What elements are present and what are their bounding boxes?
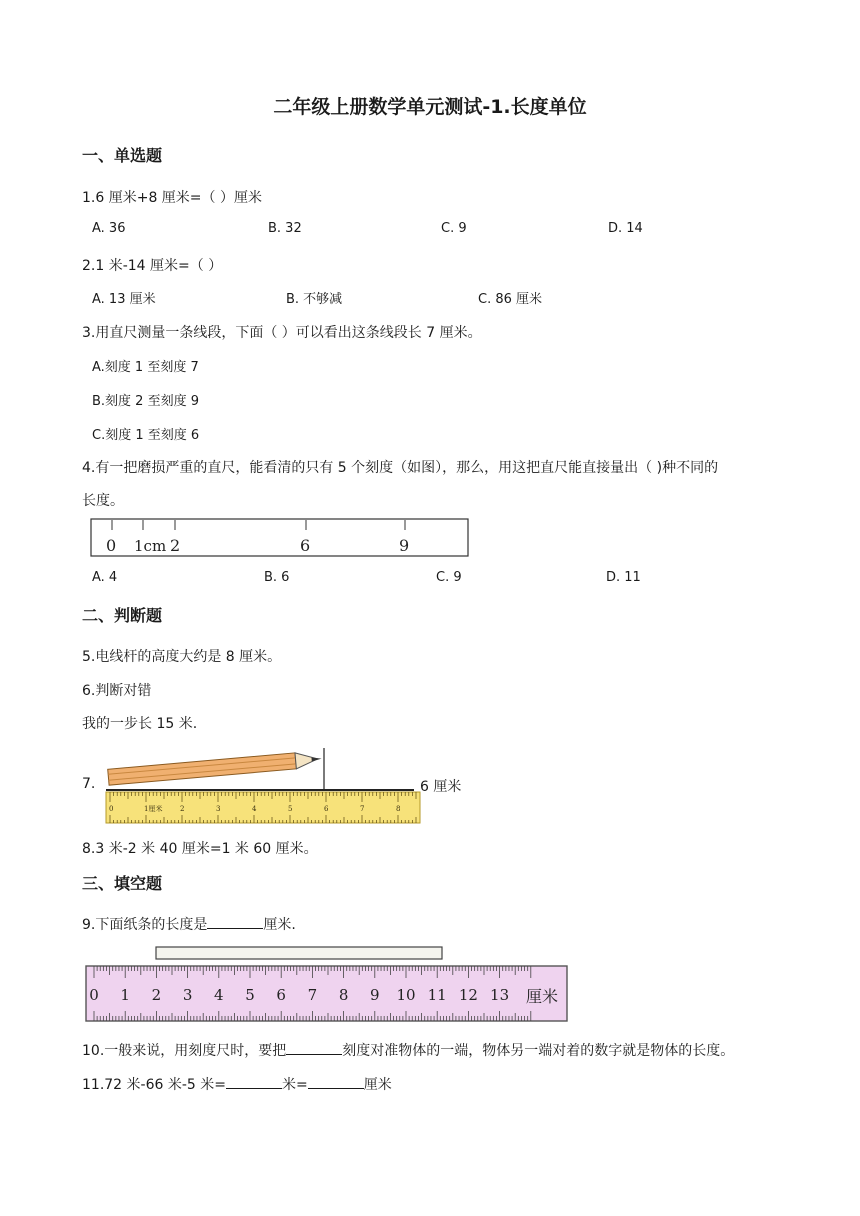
ruler-label-2: 2 xyxy=(170,536,181,555)
q2-option-b[interactable]: B. 不够减 xyxy=(286,292,343,307)
q11-text-mid: 米= xyxy=(282,1077,308,1093)
ruler-number: 3 xyxy=(216,805,221,813)
ruler-number: 6 xyxy=(276,986,286,1004)
q1-option-c[interactable]: C. 9 xyxy=(441,221,467,236)
ruler-number: 5 xyxy=(288,805,293,813)
section-heading-true-false: 二、判断题 xyxy=(82,606,163,625)
q9-answer-blank[interactable] xyxy=(207,916,263,929)
q3-option-a[interactable]: A.刻度 1 至刻度 7 xyxy=(92,360,199,375)
ruler-label-1cm: 1cm xyxy=(134,537,167,555)
question-1-text: 1.6 厘米+8 厘米=（ ）厘米 xyxy=(82,190,262,206)
q9-text-before: 9.下面纸条的长度是 xyxy=(82,917,208,933)
ruler-label-9: 9 xyxy=(399,536,410,555)
pencil-ruler-figure xyxy=(104,746,424,826)
question-4-line2: 长度。 xyxy=(82,493,124,509)
question-9-text xyxy=(82,914,296,934)
pencil-body xyxy=(108,753,297,785)
section-heading-fill-blank: 三、填空题 xyxy=(82,874,163,893)
q1-option-b[interactable]: B. 32 xyxy=(268,221,302,236)
ruler-number: 9 xyxy=(370,986,380,1004)
q2-option-a[interactable]: A. 13 厘米 xyxy=(92,292,156,307)
ruler-number: 11 xyxy=(427,986,447,1004)
ruler-number: 7 xyxy=(360,805,365,813)
ruler-number: 3 xyxy=(182,986,193,1004)
ruler-number: 8 xyxy=(396,805,401,813)
q2-option-c[interactable]: C. 86 厘米 xyxy=(478,292,543,307)
q10-answer-blank[interactable] xyxy=(286,1042,342,1055)
q4-option-d[interactable]: D. 11 xyxy=(606,570,641,585)
question-2-text: 2.1 米-14 厘米=（ ） xyxy=(82,258,223,274)
ruler-number: 10 xyxy=(396,986,416,1004)
paper-strip xyxy=(156,947,442,959)
ruler-number: 2 xyxy=(151,986,162,1004)
question-6-line2: 我的一步长 15 米. xyxy=(82,716,198,732)
q11-answer-blank-2[interactable] xyxy=(308,1076,364,1089)
q9-text-after: 厘米. xyxy=(263,917,296,933)
ruler-number: 5 xyxy=(245,986,255,1004)
question-4-line1: 4.有一把磨损严重的直尺，能看清的只有 5 个刻度（如图），那么，用这把直尺能直接量出（ )种不同的 xyxy=(82,460,719,476)
q11-answer-blank-1[interactable] xyxy=(226,1076,282,1089)
question-5-text: 5.电线杆的高度大约是 8 厘米。 xyxy=(82,649,282,665)
ruler-number: 6 xyxy=(324,805,329,813)
pink-ruler-unit: 厘米 xyxy=(526,987,559,1006)
question-3-text: 3.用直尺测量一条线段，下面（ ）可以看出这条线段长 7 厘米。 xyxy=(82,325,482,341)
paper-strip-ruler-figure xyxy=(84,942,570,1026)
question-10-text xyxy=(82,1040,734,1060)
ruler-label-6: 6 xyxy=(300,536,311,555)
pencil-icon xyxy=(108,751,323,786)
ruler-number: 7 xyxy=(307,986,318,1004)
ruler-number: 8 xyxy=(338,986,349,1004)
question-11-text xyxy=(82,1074,392,1094)
question-8-text: 8.3 米-2 米 40 厘米=1 米 60 厘米。 xyxy=(82,841,318,857)
q11-text-before: 11.72 米-66 米-5 米= xyxy=(82,1077,226,1093)
ruler-number: 4 xyxy=(214,986,224,1004)
section-heading-single-choice: 一、单选题 xyxy=(82,146,163,165)
ruler-number: 13 xyxy=(490,986,510,1004)
ruler-number: 2 xyxy=(180,805,185,813)
ruler-number: 1 xyxy=(120,986,130,1004)
ruler-label-0: 0 xyxy=(106,536,117,555)
q3-option-c[interactable]: C.刻度 1 至刻度 6 xyxy=(92,428,200,443)
q4-option-a[interactable]: A. 4 xyxy=(92,570,118,585)
q4-option-b[interactable]: B. 6 xyxy=(264,570,290,585)
question-6-line1: 6.判断对错 xyxy=(82,683,152,699)
ruler-number: 12 xyxy=(458,986,478,1004)
question-7-number: 7. xyxy=(82,776,96,792)
q10-text-before: 10.一般来说，用刻度尺时，要把 xyxy=(82,1043,287,1059)
q1-option-a[interactable]: A. 36 xyxy=(92,221,126,236)
ruler-number: 1厘米 xyxy=(144,805,163,813)
q1-option-d[interactable]: D. 14 xyxy=(608,221,643,236)
q11-text-after: 厘米 xyxy=(363,1077,392,1093)
page-title: 二年级上册数学单元测试-1.长度单位 xyxy=(273,96,587,118)
q3-option-b[interactable]: B.刻度 2 至刻度 9 xyxy=(92,394,199,409)
q10-text-after: 刻度对准物体的一端，物体另一端对着的数字就是物体的长度。 xyxy=(342,1043,735,1059)
question-7-answer: 6 厘米 xyxy=(420,779,462,795)
q4-option-c[interactable]: C. 9 xyxy=(436,570,462,585)
ruler-number: 4 xyxy=(252,805,257,813)
ruler-number: 0 xyxy=(89,986,99,1004)
worn-ruler-figure xyxy=(90,518,470,558)
ruler-number: 0 xyxy=(109,805,114,813)
